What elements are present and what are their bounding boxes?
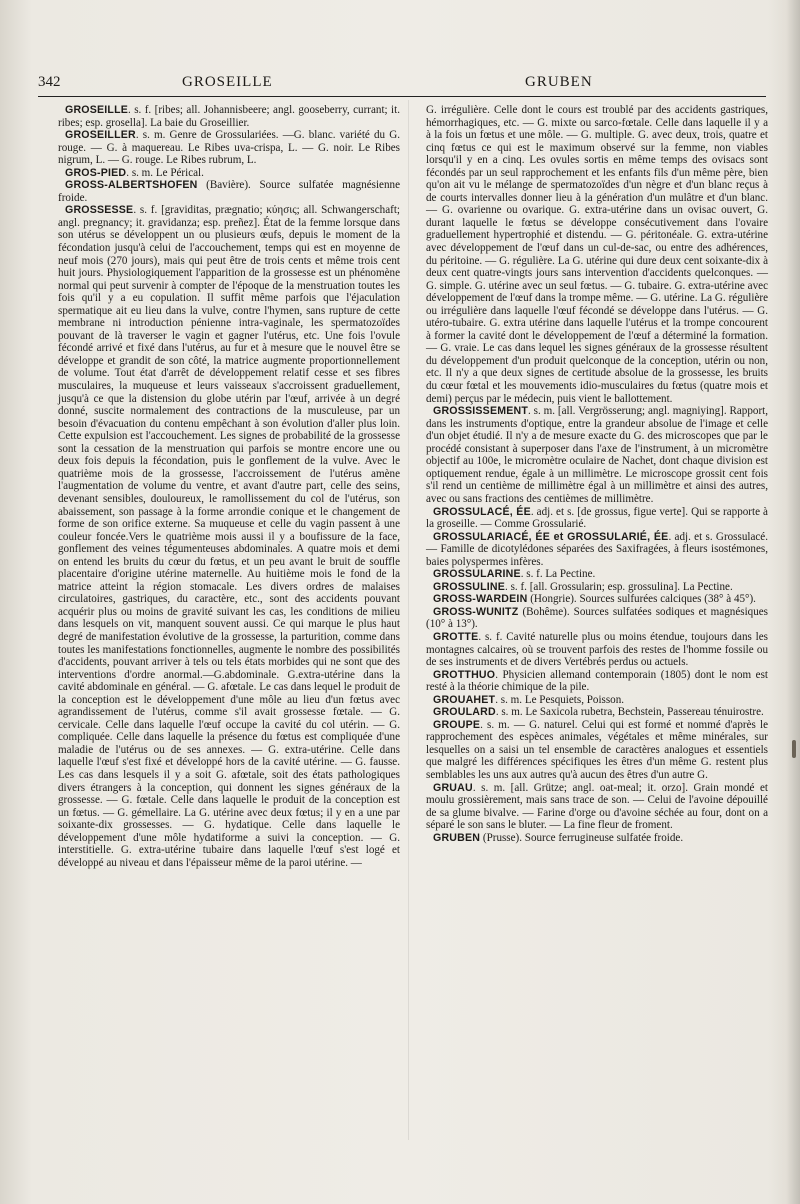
entry-headword: GROUPE <box>433 718 481 731</box>
entry-headword: GROSS-ALBERTSHOFEN <box>65 179 198 192</box>
entry-headword: GROTTE <box>433 630 479 643</box>
dictionary-entry <box>426 719 768 782</box>
entry-headword: GROSS-WUNITZ <box>433 605 519 618</box>
entry-text: . adj. et s. [de grossus, figue verte]. Qui se rapporte à la groseille. — Comme Grossularié. <box>426 505 768 531</box>
dictionary-entry <box>58 104 400 129</box>
left-running-head: GROSEILLE <box>182 74 273 90</box>
dictionary-entry <box>58 179 400 204</box>
entry-text: . s. m. Le Pesquiets, Poisson. <box>495 693 625 706</box>
entry-text: G. irrégulière. Celle dont le cours est troublé par des accidents gastriques, hémorrhagiques, etc. — G. mixte ou sarco-fœtale. Celle dans laquelle il y a à la fois un fœtus et une môle. — G. multiple. G. avec deux, trois, quatre et cinq fœtus ce qui est le maximum observé sur la femme, non viables lorsqu'il y en a cinq. Les ovules sortis en même temps des ovisacs sont fécondés par un seul rapprochement et les enfants fils d'un même père, bien qu'on ait vu le mélange de spermatozoïdes d'un nègre et d'un blanc reçus à de courts intervalles donner lieu à la génération d'un mulâtre et d'un blanc. — G. ovarienne ou ovarique. G. extra-utérine dans un ovisac ouvert, G. durant laquelle le fœtus se développe consécutivement dans l'ovaire graduellement hypertrophié et distendu. — G. péritonéale. G. extra-utérine avec développement de l'œuf dans un cul-de-sac, ou entre des adhérences, du péritoine. — G. régulière. La G. utérine qui dure deux cent soixante-dix à deux cent quatre-vingts jours sans intervention d'accidents quelconques. — G. simple. G. utérine avec un seul fœtus. — G. tubaire. G. extra-utérine avec développement de l'œuf dans la trompe même. — G. utérine. La G. régulière ou irrégulière dans laquelle l'œuf fécondé se développe dans l'utérus. — G. utéro-tubaire. G. extra utérine dans laquelle l'utérus et la trompe concourent à former la cavité dont le développement de l'œuf a déterminé la formation. — G. vraie. Le cas dans lequel les signes généraux de la grossesse résultent du développement d'un produit quelconque de la conception, utérin ou non, etc. Il n'y a que deux signes de certitude absolue de la grossesse, les bruits du cœur fœtal et les mouvements idio-musculaires du fœtus (quatre mois et demi) perçus par le médecin, puis vient le ballottement. <box>426 104 768 405</box>
page-number: 342 <box>38 74 61 90</box>
dictionary-entry <box>426 606 768 631</box>
dictionary-entry <box>426 531 768 569</box>
entry-headword: GROUAHET <box>433 693 496 706</box>
entry-text: . s. f. La Pectine. <box>520 568 596 581</box>
margin-mark <box>792 740 796 758</box>
entry-headword: GRUBEN <box>433 831 481 844</box>
running-header <box>0 74 800 98</box>
dictionary-entry <box>426 581 768 594</box>
entry-text: . s. m. Le Pérical. <box>126 166 204 179</box>
entry-headword: GROTTHUO <box>433 668 496 681</box>
dictionary-entry <box>426 832 768 845</box>
dictionary-entry <box>426 669 768 694</box>
entry-headword: GROULARD <box>433 706 496 719</box>
dictionary-entry <box>426 694 768 707</box>
entry-text: . adj. et s. Grossulacé. — Famille de dicotylédones séparées des Saxifragées, à fleurs isostémones, baies polyspermes infères. <box>426 530 768 568</box>
entry-headword: GROSSULARINE <box>433 568 521 581</box>
entry-headword: GROSEILLER <box>65 129 136 142</box>
entry-text: (Prusse). Source ferrugineuse sulfatée froide. <box>480 831 684 844</box>
dictionary-entry <box>58 167 400 180</box>
entry-headword: GROSEILLE <box>65 104 129 116</box>
entry-headword: GROSSULARIACÉ, ÉE et GROSSULARIÉ, ÉE <box>433 530 669 543</box>
entry-text: . s. m. — G. naturel. Celui qui est formé et nommé d'après le rapprochement des espèces animales, végétales et même minérales, sur lesquelles on a saisi un tel ensemble de caractères analogues et essentiels que malgré les différences spécifiques les êtres d'un même G. restent plus semblables les uns aux autres qu'à aucun des êtres d'un autre G. <box>426 718 768 781</box>
entry-headword: GROS-PIED <box>65 166 127 179</box>
dictionary-entry <box>426 782 768 832</box>
entry-text: . Physicien allemand contemporain (1805) dont le nom est resté à la théorie chimique de la pile. <box>426 668 768 694</box>
header-rule <box>38 96 766 97</box>
entry-headword: GROSSISSEMENT <box>433 405 529 418</box>
entry-headword: GROSSULINE <box>433 580 506 593</box>
entry-text: . s. f. [all. Grossularin; esp. grossulina]. La Pectine. <box>505 580 733 593</box>
dictionary-entry <box>426 593 768 606</box>
dictionary-entry <box>58 129 400 167</box>
dictionary-entry <box>426 706 768 719</box>
dictionary-entry <box>426 568 768 581</box>
entry-headword: GROSSESSE <box>65 204 134 217</box>
dictionary-entry <box>58 204 400 869</box>
entry-headword: GRUAU <box>433 781 473 794</box>
entry-text: . s. f. [ribes; all. Johannisbeere; angl. gooseberry, currant; it. ribes; esp. grosella]. La baie du Groseillier. <box>58 104 400 129</box>
right-running-head: GRUBEN <box>525 74 593 90</box>
entry-headword: GROSS-WARDEIN <box>433 593 528 606</box>
entry-text: . s. f. [graviditas, prægnatio; κύησις; all. Schwangerschaft; angl. pregnancy; it. gravidanza; esp. preñez]. État de la femme lorsque dans son utérus se développent un ou plusieurs œufs, depuis le moment de la fécondation jusqu'à celui de l'accouchement, temps qui est en moyenne de neuf mois (270 jours), mais qui peut être de trois cents et même trois cent huit jours. Physiologiquement l'apparition de la grossesse est un phénomène normal qui peut survenir à compter de l'époque de la menstruation toutes les fois qu'il y a eu copulation. Il suffit même parfois que l'éjaculation spermatique ait eu lieu dans la vulve, contre l'hymen, sans rupture de cette membrane ni introduction pénienne intra-vaginale, les spermatozoïdes pouvant de là traverser le vagin et gagner l'utérus, etc. Une fois l'ovule fécondé arrivé et fixé dans l'utérus, au fur et à mesure que le nouvel être se développe et grandit de son côté, la matrice augmente proportionnellement de volume. Tout état d'arrêt de développement relatif cesse et ses fibres musculaires, la muqueuse et leurs vaisseaux s'accroissent graduellement, jusqu'à ce que la distension du globe utérin par l'œuf, arrivée à un degré donné, suscite normalement des contractions de la musculeuse, par un besoin d'évacuation du contenu empêchant à son évolution d'aller plus loin. Cette expulsion est l'accouchement. Les signes de probabilité de la grossesse sont la cessation de la menstruation qui parfois se montre encore une ou deux fois depuis la fécondation, puis le gonflement de la vulve. Avec le quatrième mois de la grossesse, l'accroissement de l'utérus amène l'augmentation de volume du ventre, et avant d'autre part, celle des seins, devenant sensibles, douloureux, le ramollissement du col de l'utérus, son abaissement, son passage à la forme arrondie conique et le changement de forme de son orifice externe. Sa muqueuse et celle du vagin passent à une couleur foncée.Vers le quatrième mois aussi il y a boufissure de la face, gonflement des veines tégumenteuses abdominales. A quatre mois et demi on entend les bruits du cœur du fœtus, et un peu avant le bruit de souffle placentaire d'origine utérine maternelle. Au huitième mois le fond de la matrice atteint la région stomacale. Les divers ordres de malaises circulatoires, gastriques, du caractère, etc., sont des accidents pouvant acquérir plus ou moins de gravité suivant les cas, les conditions de milieu dans lesquels on vit, manquent souvent aussi. Ce qui marque le plus haut degré de manifestation évolutive de la grossesse, la parturition, comme dans toutes les manifestations fonctionnelles, augmente le nombre des possibilités d'accidents, pouvant arriver à tels ou tels états morbides qui ne sont que des interventions d'ordre anormal.—G.abdominale. G.extra-utérine dans la cavité abdominale en général. — G. afœtale. Le cas dans lequel le produit de la conception est le développement d'une môle au lieu d'un fœtus avec agrandissement de l'utérus, comme s'il avait grossesse fœtale. — G. cervicale. Celle dans laquelle l'œuf occupe la cavité du col utérin. — G. compliquée. Celle dans laquelle la présence du fœtus est compliquée d'une maladie de l'utérus ou de ses annexes. — G. extra-utérine. Celle dans laquelle l'œuf s'est fixé et développé hors de la cavité utérine. — G. fausse. Les cas dans lesquels il y a soit G. afœtale, soit des états pathologiques divers étrangers à la conception, qui donnent les signes généraux de la grossesse. — G. fœtale. Celle dans laquelle le produit de la conception est un fœtus. — G. gémellaire. La G. utérine avec deux fœtus; il y en a une par soixante-dix grossesses. — G. hydatique. Celle dans laquelle le développement d'une môle hydatiforme a suivi la conception. — G. interstitielle. G. extra-utérine tubaire dans laquelle l'œuf s'est logé et développé au niveau et dans l'épaisseur même de la paroi utérine. — <box>58 204 400 869</box>
entry-text: . s. f. Cavité naturelle plus ou moins étendue, toujours dans les montagnes calcaires, où se trouvent parfois des restes de l'homme fossile ou de ses instruments et de divers Vertébrés perdus ou actuels. <box>426 630 768 669</box>
dictionary-entry <box>426 405 768 505</box>
entry-text: . s. m. Genre de Grossulariées. —G. blanc. variété du G. rouge. — G. à maquereau. Le Ribes uva-crispa, L. — G. noir. Le Ribes nigrum, L. — G. rouge. Le Ribes rubrum, L. <box>58 129 400 167</box>
column-gutter <box>408 100 409 1140</box>
entry-text: (Bavière). Source sulfatée magnésienne froide. <box>58 179 400 204</box>
entry-text: . s. m. [all. Vergrösserung; angl. magniying]. Rapport, dans les instruments d'optique, entre la grandeur absolue de l'image et celle d'un objet étudié. Il n'y a de mesure exacte du G. des microscopes que par le procédé consistant à superposer dans l'axe de l'instrument, à un micromètre objectif au 100e, le micromètre oculaire de Nachet, dont chaque division est optiquement rendue, égale à un millimètre. Le microscope grossit cent fois s'il rend un centième de millimètre égal à un millimètre et ainsi des autres, avec ou sans fractions des centièmes de millimètre. <box>426 405 768 505</box>
dictionary-entry <box>426 631 768 669</box>
entry-text: (Bohême). Sources sulfatées sodiques et magnésiques (10° à 13°). <box>426 605 768 631</box>
entry-text: (Hongrie). Sources sulfurées calciques (38° à 45°). <box>527 593 756 606</box>
dictionary-entry <box>426 506 768 531</box>
right-column <box>426 104 768 844</box>
dictionary-entry <box>426 104 768 405</box>
left-column <box>58 104 400 869</box>
entry-text: . s. m. [all. Grütze; angl. oat-meal; it. orzo]. Grain mondé et moulu grossièrement, mais sans trace de son. — Celui de l'avoine dépouillé de sa glume bivalve. — Farine d'orge ou d'avoine séchée au four, dont on a séparé le son sans le bluter. — La fine fleur de froment. <box>426 781 768 832</box>
entry-headword: GROSSULACÉ, ÉE <box>433 505 531 518</box>
page-edge-shadow <box>786 0 800 1204</box>
entry-text: . s. m. Le Saxicola rubetra, Bechstein, Passereau ténuirostre. <box>495 706 764 719</box>
